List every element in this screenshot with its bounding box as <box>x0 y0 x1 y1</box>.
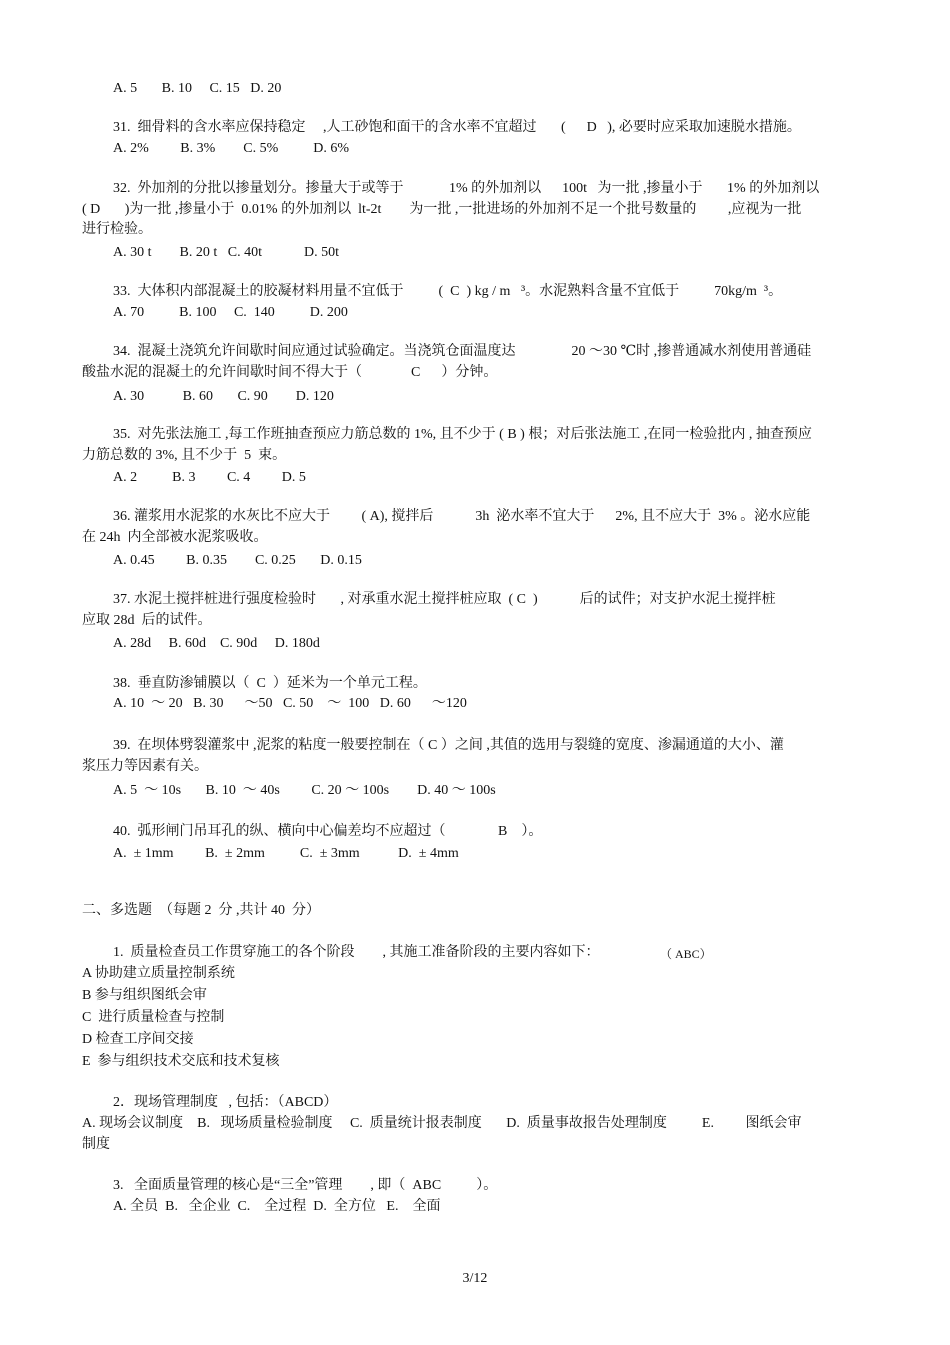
q32-text-line2: ( D )为一批 ,掺量小于 0.01% 的外加剂以 lt-2t 为一批 ,一批进场的外加剂不足一个批号数量的 ,应视为一批 <box>82 202 802 217</box>
m1-option-d: D 检查工序间交接 <box>82 1032 194 1047</box>
q37-text-line2: 应取 28d 后的试件。 <box>82 613 212 628</box>
m3-options: A. 全员 B. 全企业 C. 全过程 D. 全方位 E. 全面 <box>113 1199 441 1214</box>
q39-text-line1: 39. 在坝体劈裂灌浆中 ,泥浆的粘度一般要控制在（ C ）之间 ,其值的选用与裂缝的宽度、渗漏通道的大小、灌 <box>113 738 784 753</box>
m1-option-c: C 进行质量检查与控制 <box>82 1010 225 1025</box>
section-heading-multiple-choice: 二、多选题 （每题 2 分 ,共计 40 分） <box>82 903 320 918</box>
m1-option-b: B 参与组织图纸会审 <box>82 988 207 1003</box>
q39-options: A. 5 ～ 10s B. 10 ～ 40s C. 20 ～ 100s D. 40 ～ 100s <box>113 783 496 798</box>
q35-options: A. 2 B. 3 C. 4 D. 5 <box>113 470 306 485</box>
q36-text-line1: 36. 灌浆用水泥浆的水灰比不应大于 ( A), 搅拌后 3h 泌水率不宜大于 2%, 且不应大于 3% 。泌水应能 <box>113 509 811 524</box>
q33-options: A. 70 B. 100 C. 140 D. 200 <box>113 305 348 320</box>
page-number: 3/12 <box>462 1271 488 1286</box>
q37-text-line1: 37. 水泥土搅拌桩进行强度检验时 , 对承重水泥土搅拌桩应取 ( C ) 后的试件；对支护水泥土搅拌桩 <box>113 592 776 607</box>
m1-option-a: A 协助建立质量控制系统 <box>82 966 235 981</box>
q36-options: A. 0.45 B. 0.35 C. 0.25 D. 0.15 <box>113 553 362 568</box>
q31-text: 31. 细骨料的含水率应保持稳定 ,人工砂饱和面干的含水率不宜超过 ( D ), 必要时应采取加速脱水措施。 <box>113 120 801 135</box>
q34-text-line2: 酸盐水泥的混凝土的允许间歇时间不得大于（ C ）分钟。 <box>82 365 498 380</box>
q33-text: 33. 大体积内部混凝土的胶凝材料用量不宜低于 ( C ) kg / m ³。水泥熟料含量不宜低于 70kg/m ³。 <box>113 284 783 299</box>
q32-options: A. 30 t B. 20 t C. 40t D. 50t <box>113 245 339 260</box>
q37-options: A. 28d B. 60d C. 90d D. 180d <box>113 636 320 651</box>
q35-text-line1: 35. 对先张法施工 ,每工作班抽查预应力筋总数的 1%, 且不少于 ( B ) 根；对后张法施工 ,在同一检验批内 , 抽查预应 <box>113 427 812 442</box>
m1-option-e: E 参与组织技术交底和技术复核 <box>82 1054 280 1069</box>
m1-text: 1. 质量检查员工作贯穿施工的各个阶段 , 其施工准备阶段的主要内容如下： <box>113 945 600 960</box>
m2-text: 2．现场管理制度 , 包括：（ABCD） <box>113 1095 338 1110</box>
q39-text-line2: 浆压力等因素有关。 <box>82 759 208 774</box>
q30-options: A. 5 B. 10 C. 15 D. 20 <box>113 81 282 96</box>
m3-text: 3. 全面质量管理的核心是“三全”管理 , 即（ ABC ）。 <box>113 1178 498 1193</box>
q38-text: 38. 垂直防渗铺膜以（ C ）延米为一个单元工程。 <box>113 676 427 691</box>
q36-text-line2: 在 24h 内全部被水泥浆吸收。 <box>82 530 268 545</box>
q34-options: A. 30 B. 60 C. 90 D. 120 <box>113 389 334 404</box>
q38-options: A. 10 ～ 20 B. 30 ～50 C. 50 ～ 100 D. 60 ～120 <box>113 696 467 711</box>
q34-text-line1: 34. 混凝土浇筑允许间歇时间应通过试验确定。当浇筑仓面温度达 20 ～30 ℃时 ,掺普通减水剂使用普通硅 <box>113 344 812 359</box>
q31-options: A. 2% B. 3% C. 5% D. 6% <box>113 141 350 156</box>
q35-text-line2: 力筋总数的 3%, 且不少于 5 束。 <box>82 448 287 463</box>
m1-answer: （ ABC） <box>660 947 712 961</box>
q32-text-line3: 进行检验。 <box>82 222 152 237</box>
m2-options: A. 现场会议制度 B. 现场质量检验制度 C. 质量统计报表制度 D. 质量事故报告处理制度 E. 图纸会审 <box>82 1116 802 1131</box>
m2-options-wrap: 制度 <box>82 1137 110 1152</box>
q40-options: A. ± 1mm B. ± 2mm C. ± 3mm D. ± 4mm <box>113 846 459 861</box>
q32-text-line1: 32. 外加剂的分批以掺量划分。掺量大于或等于 1% 的外加剂以 100t 为一批 ,掺量小于 1% 的外加剂以 <box>113 181 820 196</box>
q40-text: 40. 弧形闸门吊耳孔的纵、横向中心偏差均不应超过（ B ）。 <box>113 824 543 839</box>
